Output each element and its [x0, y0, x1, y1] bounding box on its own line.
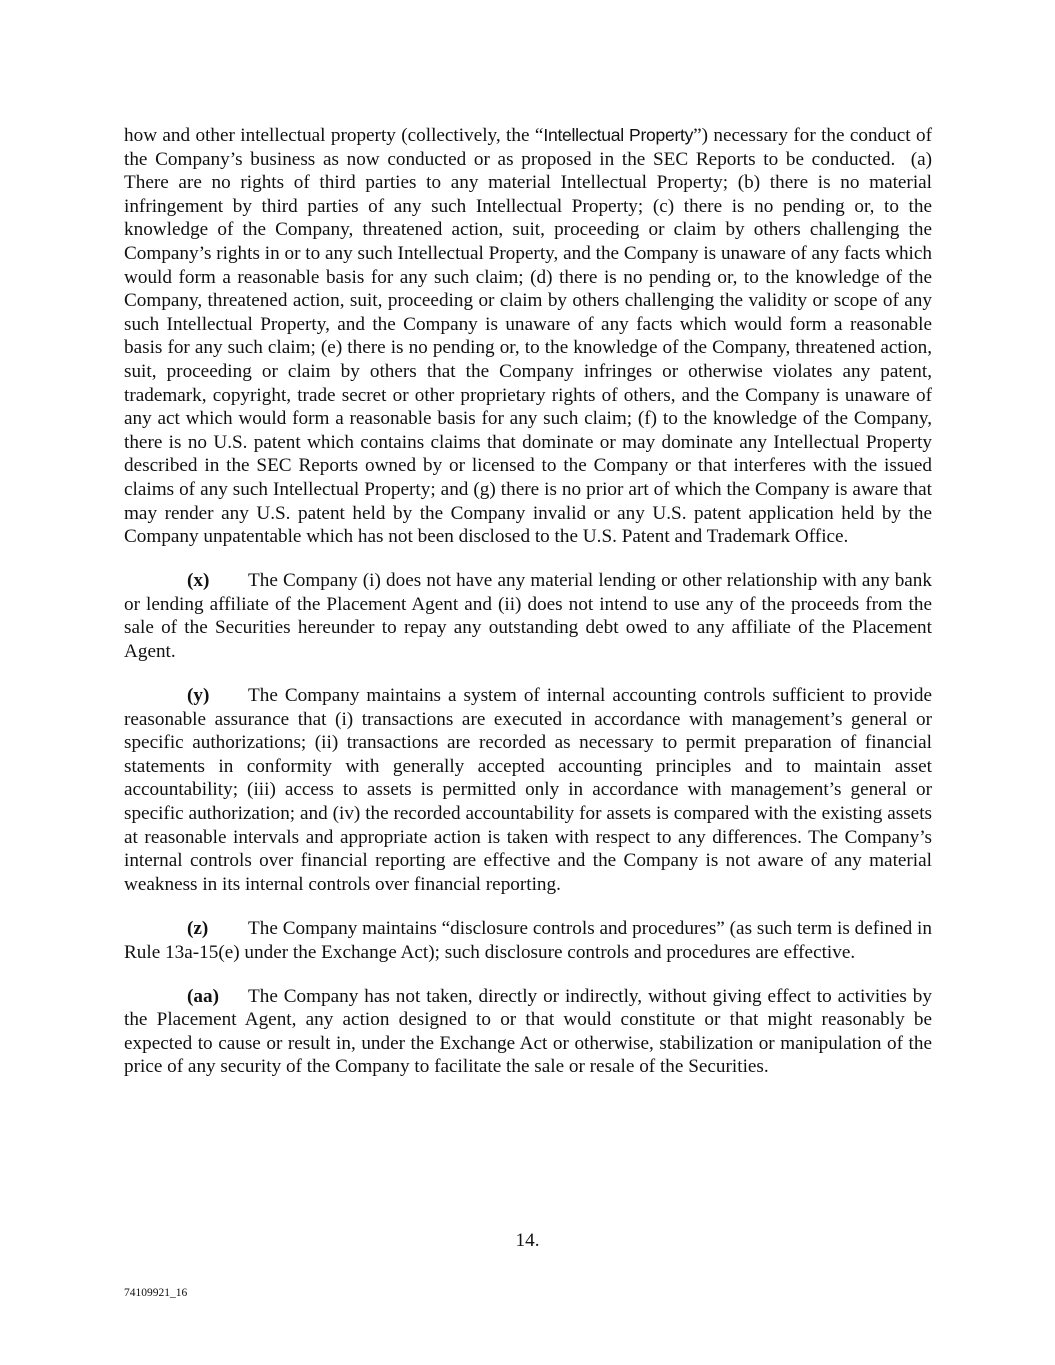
section-label: (y): [187, 685, 210, 707]
section-text: The Company (i) does not have any material lending or other relationship with any bank or lending affiliate of the Placement Agent and (ii) does not intend to use any of the proceeds from the sale of the Securities hereunder to repay any outstanding debt owed to any affiliate of the Placement Agent.: [124, 570, 932, 662]
page-number: 14.: [515, 1230, 540, 1251]
intellectual-property-paragraph: [124, 124, 932, 549]
section-label: (aa): [187, 985, 219, 1007]
section-y: [124, 684, 932, 896]
document-body: [124, 124, 932, 1079]
section-text: The Company has not taken, directly or indirectly, without giving effect to activities by the Placement Agent, any action designed to or that would constitute or that might reasonably be expected to cause or result in, under the Exchange Act or otherwise, stabilization or manipulation of the price of any security of the Company to facilitate the sale or resale of the Securities.: [124, 985, 932, 1078]
section-label: (x): [187, 570, 210, 592]
section-aa: [124, 985, 932, 1079]
paragraph-text-after-term: ”) necessary for the conduct of the Company’s business as now conducted or as proposed in the SEC Reports to be conducted. (a) There are no rights of third parties to any material Intellectual Property; (b) there is no material infringement by third parties of any such Intellectual Property; (c) there is no pending or, to the knowledge of the Company, threatened action, suit, proceeding or claim by others challenging the Company’s rights in or to any such Intellectual Property, and the Company is unaware of any facts which would form a reasonable basis for any such claim; (d) there is no pending or, to the knowledge of the Company, threatened action, suit, proceeding or claim by others challenging the validity or scope of any such Intellectual Property, and the Company is unaware of any facts which would form a reasonable basis for any such claim; (e) there is no pending or, to the knowledge of the Company, threatened action, suit, proceeding or claim by others that the Company infringes or otherwise violates any patent, trademark, copyright, trade secret or other proprietary rights of others, and the Company is unaware of any act which would form a reasonable basis for any such claim; (f) to the knowledge of the Company, there is no U.S. patent which contains claims that dominate or may dominate any Intellectual Property described in the SEC Reports owned by or licensed to the Company or that interferes with the issued claims of any such Intellectual Property; and (g) there is no prior art of which the Company is aware that may render any U.S. patent held by the Company invalid or any U.S. patent application held by the Company unpatentable which has not been disclosed to the U.S. Patent and Trademark Office.: [124, 125, 932, 548]
section-label: (z): [187, 917, 209, 939]
section-text: The Company maintains a system of internal accounting controls sufficient to provide reasonable assurance that (i) transactions are executed in accordance with management’s general or specific authorizations; (ii) transactions are recorded as necessary to permit preparation of financial statements in conformity with generally accepted accounting principles and to maintain asset accountability; (iii) access to assets is permitted only in accordance with management’s general or specific authorization; and (iv) the recorded accountability for assets is compared with the existing assets at reasonable intervals and appropriate action is taken with respect to any differences. The Company’s internal controls over financial reporting are effective and the Company is not aware of any material weakness in its internal controls over financial reporting.: [124, 685, 932, 895]
section-x: [124, 569, 932, 663]
section-z: [124, 917, 932, 964]
document-id: 74109921_16: [124, 1287, 188, 1299]
defined-term-intellectual-property: Intellectual Property: [543, 125, 694, 145]
paragraph-text-before-term: how and other intellectual property (collectively, the “: [124, 125, 544, 146]
section-text: The Company maintains “disclosure controls and procedures” (as such term is defined in Rule 13a-15(e) under the Exchange Act); such disclosure controls and procedures are effective.: [124, 917, 932, 963]
